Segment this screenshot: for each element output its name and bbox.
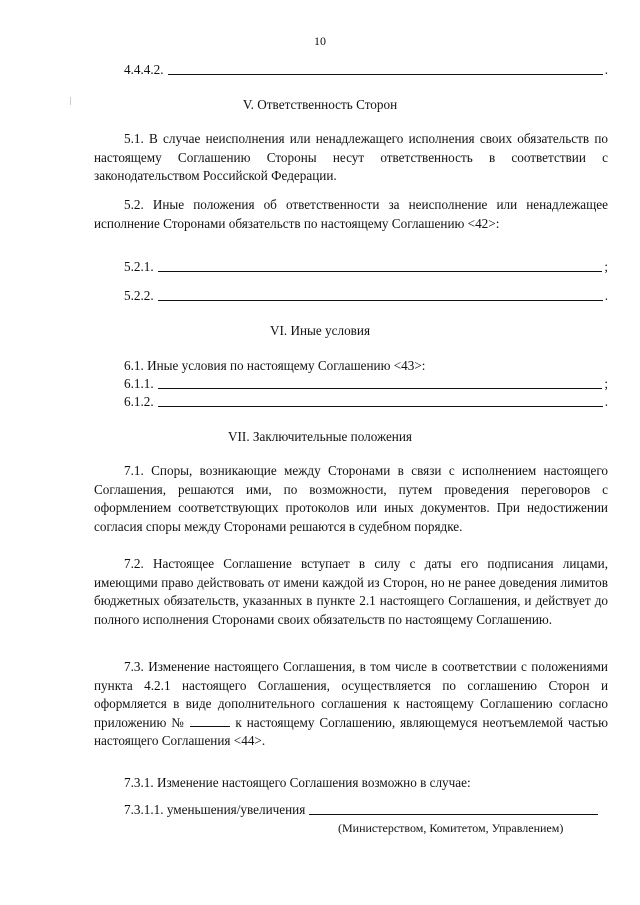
paragraph-5-2-text: 5.2. Иные положения об ответственности за неисполнение или ненадлежащее исполнение Сторонами обязательств по настоящему Соглашению <42>: — [94, 197, 608, 231]
item-5-2-2 — [124, 288, 608, 304]
item-end: . — [604, 288, 608, 303]
fill-line-caption: (Министерством, Комитетом, Управлением) — [338, 821, 564, 835]
item-7-3-1-1 — [124, 802, 600, 818]
fill-line — [168, 62, 603, 75]
item-6-1-2 — [124, 394, 608, 410]
paragraph-7-2-text: 7.2. Настоящее Соглашение вступает в силу с даты его подписания лицами, имеющими право действовать от имени каждой из Сторон, но не ранее доведения лимитов бюджетных обязательств, указанных в пункте 2.1 настоящего Соглашения, и действует до полного исполнения Сторонами своих обязательств по настоящему Соглашению. — [94, 556, 608, 627]
paragraph-7-1-text: 7.1. Споры, возникающие между Сторонами в связи с исполнением настоящего Соглашения, решаются ими, по возможности, путем проведения переговоров с оформлением соответствующих протоколов или иных документов. При недостижении согласия споры между Сторонами решаются в судебном порядке. — [94, 463, 608, 534]
paragraph-5-1-text: 5.1. В случае неисполнения или ненадлежащего исполнения своих обязательств по настоящему Соглашению Стороны несут ответственность в соответствии с законодательством Российской Федерации. — [94, 131, 608, 184]
section-7-heading: VII. Заключительные положения — [228, 429, 412, 444]
paragraph-7-3-text-b: к настоящему Соглашению, являющемуся неотъемлемой частью настоящего Соглашения <44>. — [94, 714, 608, 749]
item-5-2-1 — [124, 259, 608, 275]
section-6-heading: VI. Иные условия — [269, 323, 371, 338]
fill-line — [158, 376, 603, 389]
item-number: 5.2.1. — [124, 259, 154, 274]
item-number: 6.1.2. — [124, 394, 154, 409]
page-number: 10 — [314, 34, 326, 48]
paragraph-7-3-1-text: 7.3.1. Изменение настоящего Соглашения возможно в случае: — [124, 775, 471, 790]
paragraph-7-1 — [94, 462, 608, 536]
paragraph-7-3 — [94, 658, 608, 751]
item-number: 4.4.4.2. — [124, 62, 164, 77]
item-end: . — [604, 62, 608, 77]
paragraph-5-2 — [94, 196, 608, 233]
paragraph-7-3-text-a: 7.3. Изменение настоящего Соглашения, в том числе в соответствии с положениями пункта 4.2.1 настоящего Соглашения, осуществляется по соглашению Сторон и оформляется в виде дополнительного соглашения к настоящему Соглашению согласно приложению № — [94, 659, 608, 730]
item-number: 5.2.2. — [124, 288, 154, 303]
item-end: . — [604, 394, 608, 409]
fill-line — [158, 394, 603, 407]
section-5-heading: V. Ответственность Сторон — [242, 97, 398, 112]
item-4-4-4-2 — [124, 62, 608, 78]
item-number: 7.3.1.1. уменьшения/увеличения — [124, 802, 306, 817]
appendix-number-blank — [190, 715, 230, 727]
fill-line — [158, 259, 603, 272]
item-end: ; — [604, 259, 608, 274]
fill-line — [309, 802, 598, 815]
paragraph-5-1 — [94, 130, 608, 186]
paragraph-7-3-1 — [94, 774, 608, 793]
paragraph-7-2 — [94, 555, 608, 629]
paragraph-6-1-text: 6.1. Иные условия по настоящему Соглашению <43>: — [124, 358, 426, 373]
paragraph-6-1 — [94, 357, 608, 376]
item-number: 6.1.1. — [124, 376, 154, 391]
item-end: ; — [604, 376, 608, 391]
item-6-1-1 — [124, 376, 608, 392]
fill-line — [158, 288, 603, 301]
